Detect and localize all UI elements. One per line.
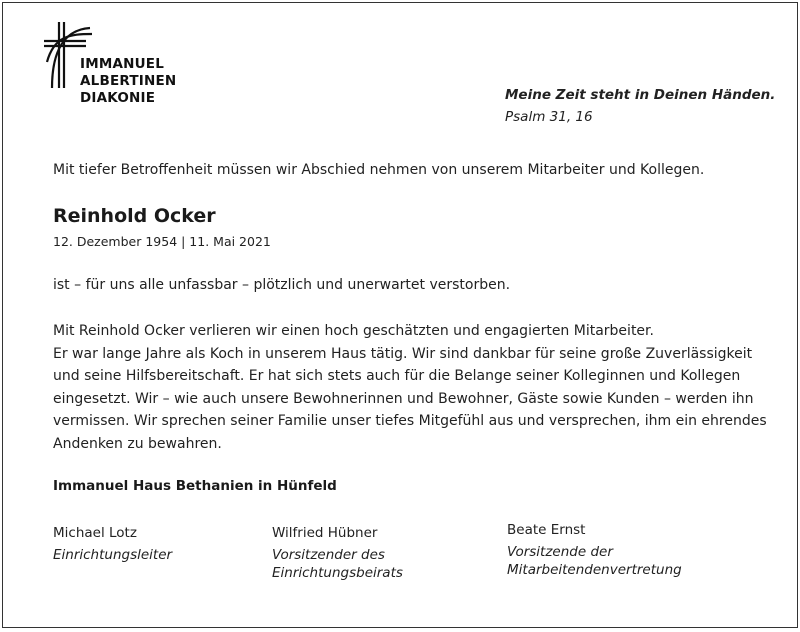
- paragraph-line: und seine Hilfsbereitschaft. Er hat sich stets auch für die Belange seiner Kolleginnen und Kollegen: [53, 368, 741, 384]
- signature-role: Mitarbeitendenvertretung: [507, 562, 682, 578]
- quote-text: Meine Zeit steht in Deinen Händen.: [505, 87, 776, 103]
- signature-name: Beate Ernst: [507, 522, 586, 538]
- bible-quote: [505, 84, 775, 128]
- paragraph-line: Andenken zu bewahren.: [53, 435, 222, 452]
- logo-line: ALBERTINEN: [80, 73, 177, 89]
- signature-name: Michael Lotz: [53, 525, 137, 541]
- paragraph-line: Mit Reinhold Ocker verlieren wir einen hoch geschätzten und engagierten Mitarbeiter.: [53, 323, 654, 339]
- logo-wordmark: [80, 56, 176, 107]
- paragraph-line: vermissen. Wir sprechen seiner Familie unser tiefes Mitgefühl aus und versprechen, ihm ein ehrendes: [53, 413, 767, 429]
- signature-block: [53, 524, 172, 564]
- signature-name: Wilfried Hübner: [272, 525, 378, 541]
- paragraph-line: eingesetzt. Wir – wie auch unsere Bewohnerinnen und Bewohner, Gäste sowie Kunden – werden ihn: [53, 390, 754, 407]
- intro-text: Mit tiefer Betroffenheit müssen wir Abschied nehmen von unserem Mitarbeiter und Kollegen.: [53, 162, 705, 178]
- logo-line: DIAKONIE: [80, 90, 156, 106]
- deceased-name: Reinhold Ocker: [53, 205, 216, 227]
- signature-block: [272, 524, 403, 582]
- signature-role: Vorsitzender des: [272, 547, 385, 563]
- signature-role: Einrichtungsbeirats: [272, 565, 403, 581]
- logo-line: IMMANUEL: [80, 56, 165, 72]
- tribute-paragraph: [53, 320, 773, 455]
- signature-role: Vorsitzende der: [507, 544, 613, 560]
- signature-role: Einrichtungsleiter: [53, 547, 173, 563]
- signature-block: [507, 521, 682, 579]
- paragraph-line: Er war lange Jahre als Koch in unserem Haus tätig. Wir sind dankbar für seine große Zuverlässigkeit: [53, 345, 753, 362]
- organization-name: Immanuel Haus Bethanien in Hünfeld: [53, 478, 337, 494]
- life-dates: 12. Dezember 1954 | 11. Mai 2021: [53, 234, 271, 249]
- death-statement: ist – für uns alle unfassbar – plötzlich und unerwartet verstorben.: [53, 277, 511, 293]
- quote-source: Psalm 31, 16: [505, 109, 593, 125]
